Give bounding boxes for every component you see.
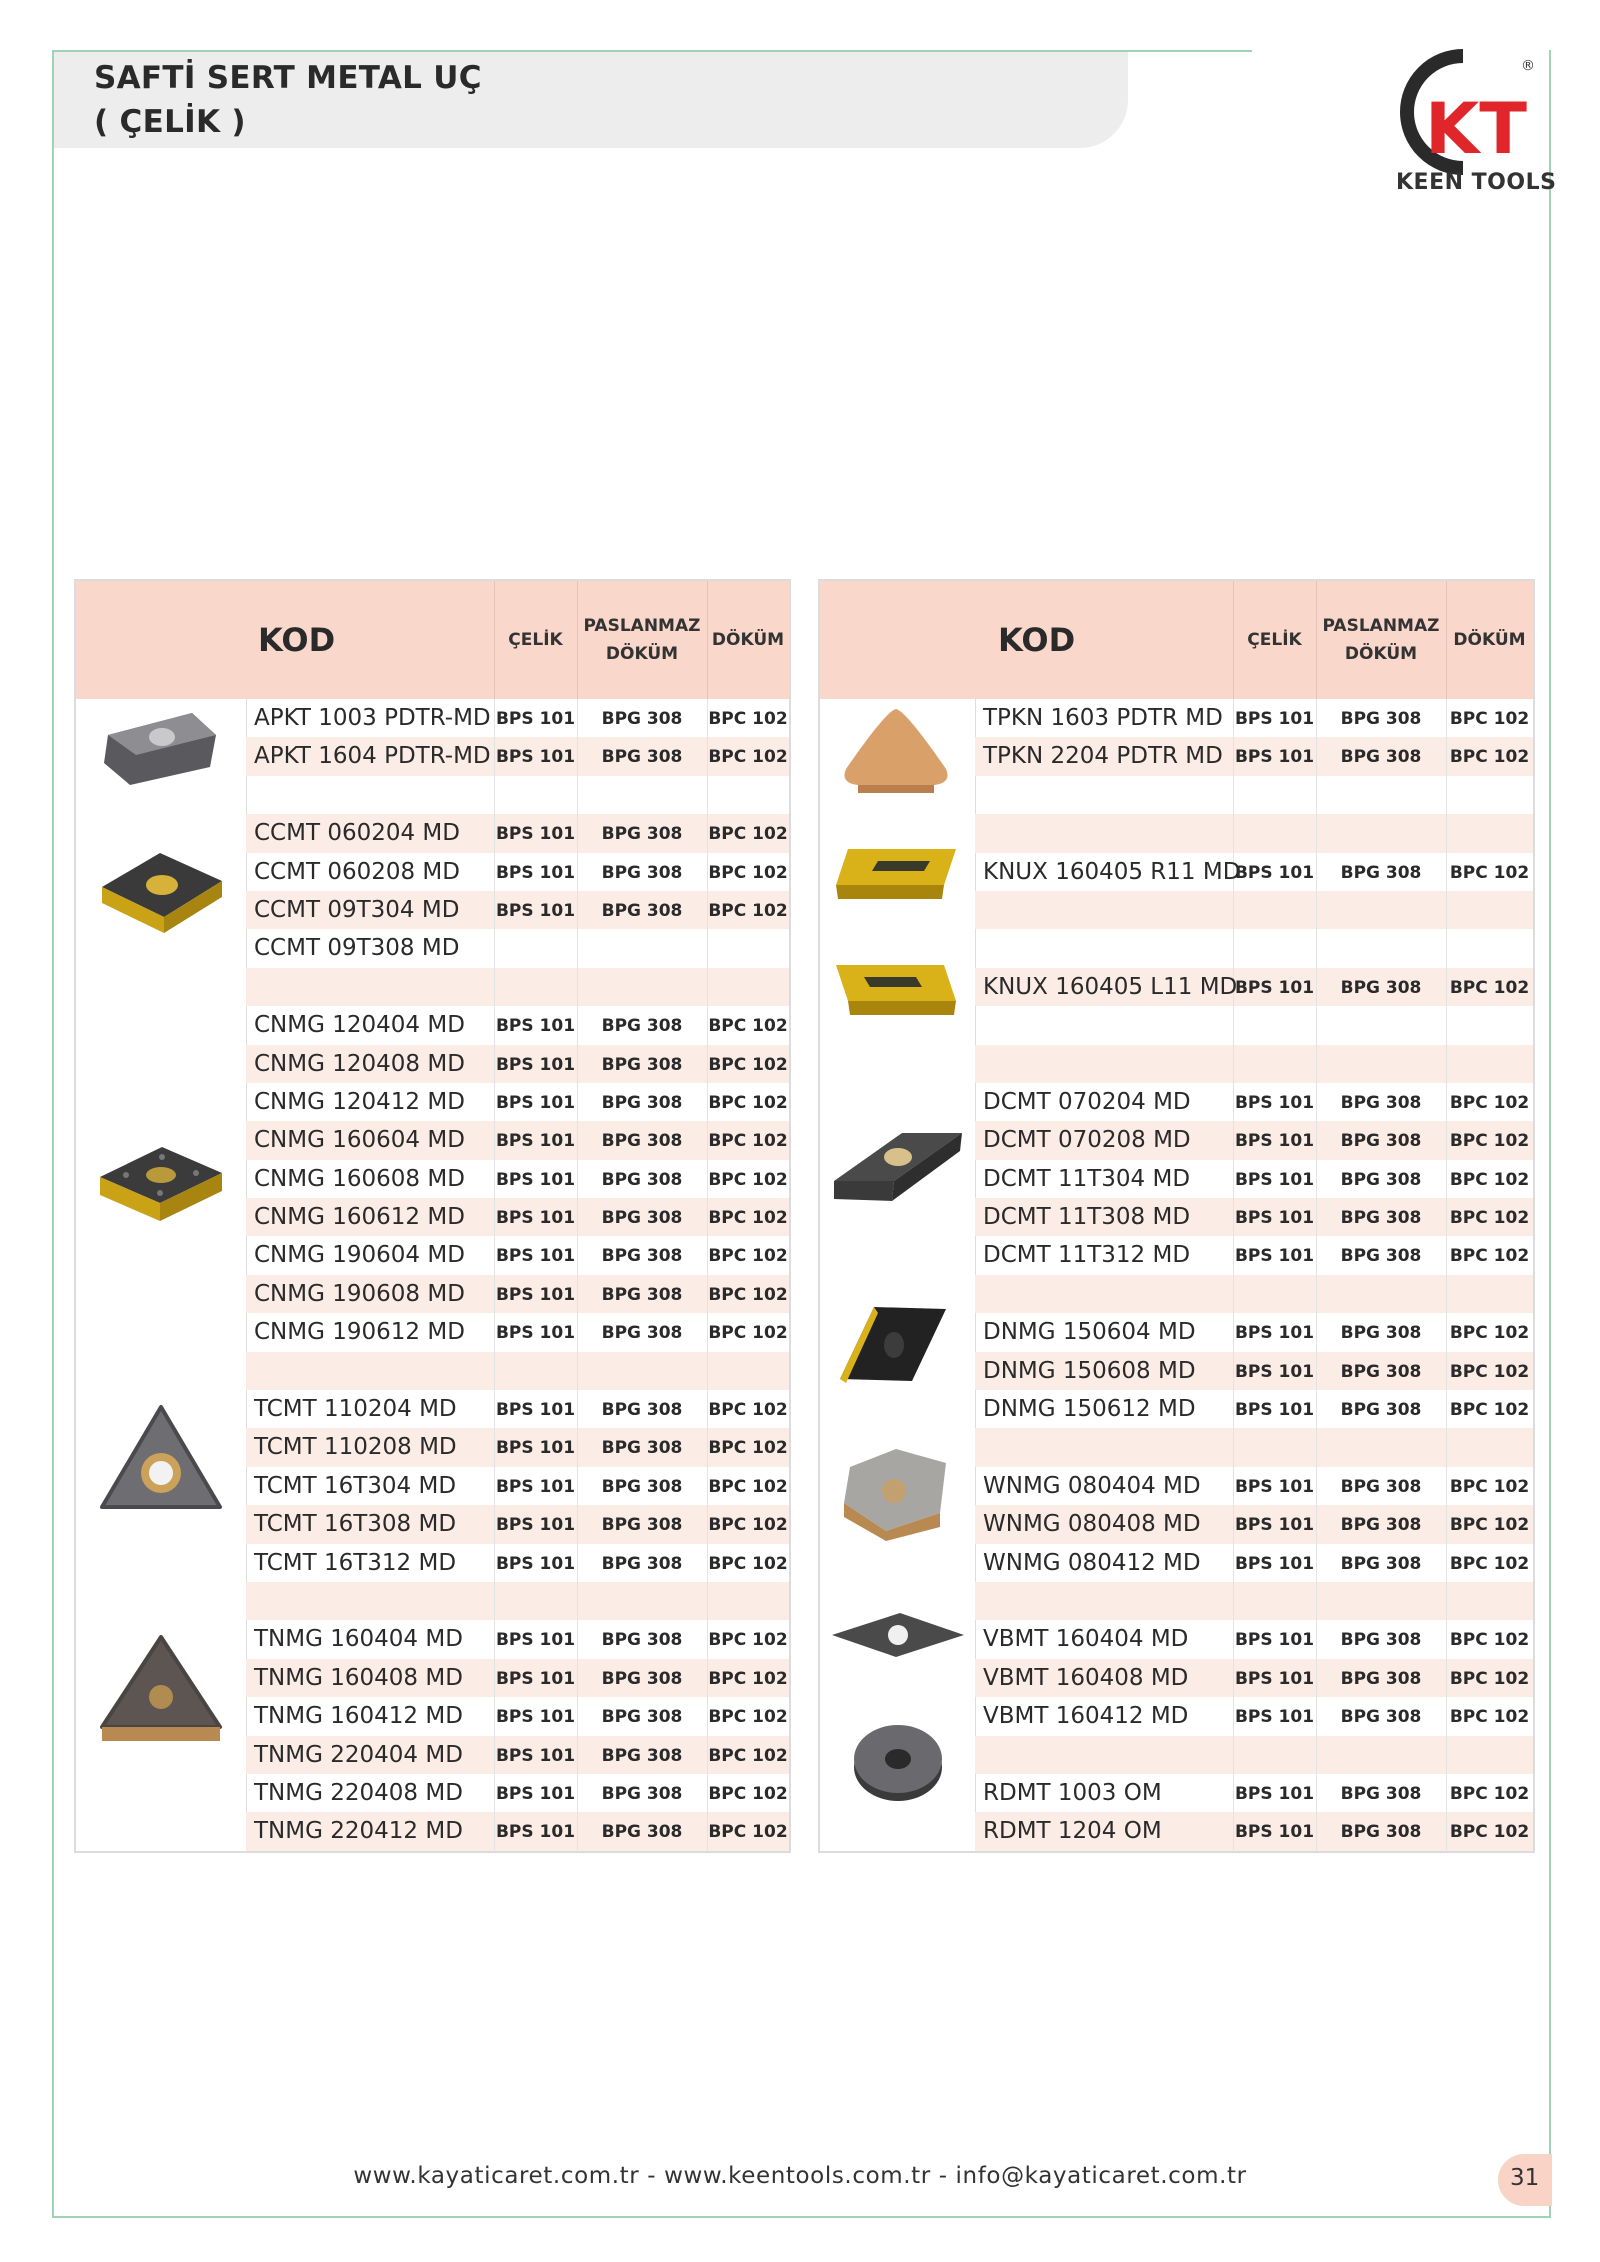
grade-paslanmaz-dokum: BPG 308: [601, 1707, 683, 1728]
cnmg-insert-icon: [96, 1139, 226, 1229]
product-code: CNMG 190612 MD: [254, 1319, 465, 1346]
grade-celik: BPS 101: [1234, 1131, 1315, 1152]
product-code: DCMT 11T304 MD: [983, 1165, 1191, 1192]
table-row: [246, 1352, 789, 1390]
vbmt-insert-icon: [830, 1605, 966, 1665]
grade-celik: BPS 101: [1234, 1246, 1315, 1267]
grade-dokum: BPC 102: [1449, 1476, 1530, 1497]
product-code: CNMG 120412 MD: [254, 1088, 465, 1115]
product-code: RDMT 1204 OM: [983, 1818, 1162, 1845]
tnmg-insert-icon: [98, 1631, 224, 1747]
grade-dokum: BPC 102: [1449, 862, 1530, 883]
product-code: TNMG 160412 MD: [254, 1703, 463, 1730]
grade-dokum: BPC 102: [708, 1515, 788, 1536]
table-row: [975, 1083, 1533, 1121]
grade-celik: BPS 101: [1234, 1361, 1315, 1382]
grade-celik: BPS 101: [1234, 1707, 1315, 1728]
grade-celik: BPS 101: [495, 1783, 576, 1804]
table-row: [975, 1697, 1533, 1735]
grade-dokum: BPC 102: [1449, 1361, 1530, 1382]
grade-dokum: BPC 102: [1449, 1169, 1530, 1190]
grade-dokum: BPC 102: [708, 1246, 788, 1267]
page-number: 31: [1510, 2165, 1540, 2191]
grade-celik: BPS 101: [1234, 1092, 1315, 1113]
grade-celik: BPS 101: [495, 1169, 576, 1190]
grade-dokum: BPC 102: [1449, 709, 1530, 729]
grade-paslanmaz-dokum: BPG 308: [1340, 1400, 1422, 1421]
grade-celik: BPS 101: [495, 1553, 576, 1574]
table-row: [246, 1544, 789, 1582]
product-code: VBMT 160412 MD: [983, 1703, 1189, 1730]
product-code: CNMG 160612 MD: [254, 1204, 465, 1231]
table-row: [975, 1352, 1533, 1390]
grade-paslanmaz-dokum: BPG 308: [601, 824, 683, 845]
table-row: [246, 891, 789, 929]
header-kod: KOD: [998, 621, 1076, 659]
product-code: WNMG 080408 MD: [983, 1511, 1201, 1538]
table-row: [975, 1275, 1533, 1313]
grade-dokum: BPC 102: [708, 1323, 788, 1344]
grade-celik: BPS 101: [495, 1284, 576, 1305]
grade-paslanmaz-dokum: BPG 308: [1340, 1553, 1422, 1574]
grade-paslanmaz-dokum: BPG 308: [601, 1016, 683, 1037]
grade-dokum: BPC 102: [1449, 1400, 1530, 1421]
grade-celik: BPS 101: [1234, 1553, 1315, 1574]
product-code: APKT 1003 PDTR-MD: [254, 705, 491, 731]
product-code: CCMT 09T308 MD: [254, 935, 460, 962]
grade-celik: BPS 101: [1234, 1630, 1315, 1651]
grade-paslanmaz-dokum: BPG 308: [1340, 1630, 1422, 1651]
product-code: CNMG 190604 MD: [254, 1242, 465, 1269]
product-code: TPKN 2204 PDTR MD: [983, 743, 1223, 770]
brand-name: KEEN TOOLS: [1396, 170, 1557, 195]
product-code: DCMT 070208 MD: [983, 1127, 1191, 1154]
grade-paslanmaz-dokum: BPG 308: [1340, 1822, 1422, 1843]
table-row: [246, 1620, 789, 1658]
registered-mark: ®: [1521, 58, 1535, 74]
grade-paslanmaz-dokum: BPG 308: [601, 1553, 683, 1574]
product-code: DCMT 11T308 MD: [983, 1204, 1191, 1231]
table-row: [246, 1428, 789, 1466]
product-code: WNMG 080404 MD: [983, 1472, 1201, 1499]
grade-dokum: BPC 102: [1449, 1092, 1530, 1113]
product-code: TCMT 16T312 MD: [254, 1549, 457, 1576]
grade-paslanmaz-dokum: BPG 308: [1340, 862, 1422, 883]
grade-celik: BPS 101: [495, 1054, 576, 1075]
grade-celik: BPS 101: [1234, 1323, 1315, 1344]
product-code: KNUX 160405 L11 MD: [983, 973, 1238, 1000]
table-row: [975, 1544, 1533, 1582]
right-table-body: [975, 699, 1533, 1851]
grade-dokum: BPC 102: [708, 1092, 788, 1113]
page-subtitle: ( ÇELİK ): [94, 104, 246, 140]
product-code: CCMT 060204 MD: [254, 820, 460, 847]
header-paslanmaz-line2: DÖKÜM: [605, 644, 679, 664]
product-code: APKT 1604 PDTR-MD: [254, 743, 491, 770]
grade-dokum: BPC 102: [708, 1476, 788, 1497]
product-code: TNMG 220412 MD: [254, 1818, 463, 1845]
table-row: [975, 1006, 1533, 1044]
product-code: CNMG 120408 MD: [254, 1050, 465, 1077]
table-row: [246, 1160, 789, 1198]
grade-celik: BPS 101: [495, 709, 576, 729]
product-code: TNMG 160404 MD: [254, 1626, 463, 1653]
grade-paslanmaz-dokum: BPG 308: [1340, 1515, 1422, 1536]
table-row: [975, 1505, 1533, 1543]
frame-left: [52, 50, 54, 2218]
table-row: [975, 1198, 1533, 1236]
grade-celik: BPS 101: [495, 1208, 576, 1229]
grade-dokum: BPC 102: [708, 1745, 788, 1766]
product-code: CNMG 160608 MD: [254, 1165, 465, 1192]
table-row: [975, 776, 1533, 814]
grade-dokum: BPC 102: [1449, 1822, 1530, 1843]
table-row: [246, 776, 789, 814]
table-row: [975, 891, 1533, 929]
grade-celik: BPS 101: [495, 1246, 576, 1267]
grade-dokum: BPC 102: [708, 1630, 788, 1651]
table-row: [975, 1390, 1533, 1428]
header-paslanmaz-line2: DÖKÜM: [1344, 644, 1418, 664]
grade-celik: BPS 101: [495, 1131, 576, 1152]
grade-dokum: BPC 102: [1449, 1515, 1530, 1536]
table-row: [246, 1006, 789, 1044]
grade-paslanmaz-dokum: BPG 308: [601, 1668, 683, 1689]
product-code: TPKN 1603 PDTR MD: [983, 705, 1223, 731]
frame-right: [1549, 50, 1551, 2218]
table-row: [246, 1236, 789, 1274]
table-row: [246, 1812, 789, 1850]
grade-dokum: BPC 102: [1449, 1630, 1530, 1651]
grade-celik: BPS 101: [495, 1630, 576, 1651]
grade-celik: BPS 101: [1234, 709, 1315, 729]
grade-dokum: BPC 102: [1449, 1783, 1530, 1804]
table-row: [975, 1313, 1533, 1351]
grade-dokum: BPC 102: [1449, 1668, 1530, 1689]
product-code: TCMT 16T308 MD: [254, 1511, 457, 1538]
grade-dokum: BPC 102: [708, 900, 788, 921]
grade-celik: BPS 101: [1234, 1400, 1315, 1421]
product-code: VBMT 160408 MD: [983, 1664, 1189, 1691]
grade-paslanmaz-dokum: BPG 308: [1340, 1092, 1422, 1113]
grade-dokum: BPC 102: [708, 1054, 788, 1075]
grade-dokum: BPC 102: [708, 1400, 788, 1421]
table-row: [246, 1198, 789, 1236]
grade-paslanmaz-dokum: BPG 308: [601, 1054, 683, 1075]
table-row: [246, 1467, 789, 1505]
grade-dokum: BPC 102: [708, 1783, 788, 1804]
product-code: RDMT 1003 OM: [983, 1779, 1162, 1806]
table-row: [246, 1582, 789, 1620]
table-row: [246, 1045, 789, 1083]
table-row: [975, 1620, 1533, 1658]
table-row: [246, 1697, 789, 1735]
grade-celik: BPS 101: [495, 1707, 576, 1728]
tcmt-insert-icon: [98, 1401, 224, 1517]
rdmt-insert-icon: [848, 1717, 948, 1807]
table-row: [246, 1659, 789, 1697]
grade-dokum: BPC 102: [708, 747, 788, 768]
apkt-insert-icon: [100, 705, 220, 789]
grade-celik: BPS 101: [1234, 1169, 1315, 1190]
grade-paslanmaz-dokum: BPG 308: [601, 1284, 683, 1305]
grade-celik: BPS 101: [495, 1016, 576, 1037]
table-row: [975, 1659, 1533, 1697]
grade-dokum: BPC 102: [708, 1131, 788, 1152]
header-celik: ÇELİK: [508, 630, 563, 650]
table-row: [246, 814, 789, 852]
table-row: [975, 929, 1533, 967]
dcmt-insert-icon: [830, 1125, 966, 1209]
left-table-body: [246, 699, 789, 1851]
grade-paslanmaz-dokum: BPG 308: [1340, 747, 1422, 768]
table-row: [246, 1774, 789, 1812]
product-code: DCMT 11T312 MD: [983, 1242, 1191, 1269]
grade-dokum: BPC 102: [708, 1553, 788, 1574]
table-row: [975, 1774, 1533, 1812]
product-code: DNMG 150612 MD: [983, 1396, 1196, 1423]
grade-celik: BPS 101: [1234, 977, 1315, 998]
product-code: VBMT 160404 MD: [983, 1626, 1189, 1653]
product-code: WNMG 080412 MD: [983, 1549, 1201, 1576]
table-row: [246, 968, 789, 1006]
grade-dokum: BPC 102: [708, 862, 788, 883]
grade-paslanmaz-dokum: BPG 308: [601, 1515, 683, 1536]
grade-celik: BPS 101: [495, 747, 576, 768]
product-code: TNMG 220404 MD: [254, 1741, 463, 1768]
grade-dokum: BPC 102: [1449, 1553, 1530, 1574]
grade-paslanmaz-dokum: BPG 308: [601, 1208, 683, 1229]
table-row: [246, 1121, 789, 1159]
table-row: [975, 1812, 1533, 1850]
grade-paslanmaz-dokum: BPG 308: [1340, 1323, 1422, 1344]
right-table: [818, 579, 1535, 1853]
grade-celik: BPS 101: [1234, 747, 1315, 768]
table-row: [975, 968, 1533, 1006]
frame-bottom: [52, 2216, 1551, 2218]
grade-paslanmaz-dokum: BPG 308: [1340, 1169, 1422, 1190]
table-row: [975, 1121, 1533, 1159]
logo-letters: KT: [1425, 88, 1527, 170]
grade-paslanmaz-dokum: BPG 308: [601, 1476, 683, 1497]
table-row: [975, 737, 1533, 775]
grade-paslanmaz-dokum: BPG 308: [601, 1400, 683, 1421]
wnmg-insert-icon: [836, 1443, 954, 1543]
grade-paslanmaz-dokum: BPG 308: [601, 1438, 683, 1459]
table-row: [975, 814, 1533, 852]
header-dokum: DÖKÜM: [1453, 630, 1526, 650]
grade-celik: BPS 101: [495, 1822, 576, 1843]
grade-celik: BPS 101: [495, 1745, 576, 1766]
grade-paslanmaz-dokum: BPG 308: [601, 747, 683, 768]
ccmt-insert-icon: [98, 845, 226, 941]
table-row: [246, 1505, 789, 1543]
header-paslanmaz: [577, 581, 707, 699]
footer-contact: www.kayaticaret.com.tr - www.keentools.com.tr - info@kayaticaret.com.tr: [353, 2163, 1247, 2189]
grade-paslanmaz-dokum: BPG 308: [601, 1783, 683, 1804]
dnmg-insert-icon: [834, 1299, 954, 1389]
left-table: [74, 579, 791, 1853]
grade-dokum: BPC 102: [708, 1016, 788, 1037]
grade-dokum: BPC 102: [708, 824, 788, 845]
grade-paslanmaz-dokum: BPG 308: [601, 1323, 683, 1344]
grade-celik: BPS 101: [1234, 1783, 1315, 1804]
grade-celik: BPS 101: [495, 900, 576, 921]
header-kod: KOD: [258, 621, 336, 659]
grade-dokum: BPC 102: [708, 709, 788, 729]
header-dokum: DÖKÜM: [711, 630, 785, 650]
grade-dokum: BPC 102: [708, 1438, 788, 1459]
table-row: [975, 1236, 1533, 1274]
grade-paslanmaz-dokum: BPG 308: [1340, 1208, 1422, 1229]
header-paslanmaz: [1316, 581, 1446, 699]
grade-paslanmaz-dokum: BPG 308: [1340, 1246, 1422, 1267]
grade-dokum: BPC 102: [1449, 747, 1530, 768]
grade-paslanmaz-dokum: BPG 308: [1340, 1783, 1422, 1804]
grade-celik: BPS 101: [495, 862, 576, 883]
grade-dokum: BPC 102: [708, 1822, 788, 1843]
grade-dokum: BPC 102: [708, 1208, 788, 1229]
grade-paslanmaz-dokum: BPG 308: [601, 900, 683, 921]
table-row: [975, 1045, 1533, 1083]
product-code: TNMG 160408 MD: [254, 1664, 463, 1691]
grade-paslanmaz-dokum: BPG 308: [1340, 1131, 1422, 1152]
grade-dokum: BPC 102: [708, 1707, 788, 1728]
grade-dokum: BPC 102: [708, 1668, 788, 1689]
table-row: [975, 853, 1533, 891]
grade-paslanmaz-dokum: BPG 308: [1340, 1707, 1422, 1728]
product-code: TCMT 16T304 MD: [254, 1472, 457, 1499]
grade-celik: BPS 101: [495, 1323, 576, 1344]
product-code: CCMT 09T304 MD: [254, 896, 460, 923]
table-row: [246, 1390, 789, 1428]
grade-celik: BPS 101: [1234, 1208, 1315, 1229]
table-row: [975, 1160, 1533, 1198]
grade-dokum: BPC 102: [1449, 1246, 1530, 1267]
grade-paslanmaz-dokum: BPG 308: [601, 709, 683, 729]
grade-celik: BPS 101: [495, 1476, 576, 1497]
grade-paslanmaz-dokum: BPG 308: [601, 862, 683, 883]
table-row: [246, 1313, 789, 1351]
grade-celik: BPS 101: [495, 1668, 576, 1689]
product-code: DCMT 070204 MD: [983, 1088, 1191, 1115]
product-code: CNMG 190608 MD: [254, 1280, 465, 1307]
table-row: [246, 853, 789, 891]
grade-dokum: BPC 102: [1449, 1323, 1530, 1344]
header-paslanmaz-line1: PASLANMAZ: [1322, 616, 1440, 636]
product-code: DNMG 150604 MD: [983, 1319, 1196, 1346]
grade-paslanmaz-dokum: BPG 308: [601, 1131, 683, 1152]
right-image-column: [820, 699, 976, 1851]
grade-paslanmaz-dokum: BPG 308: [601, 1630, 683, 1651]
grade-paslanmaz-dokum: BPG 308: [601, 1822, 683, 1843]
product-code: CNMG 160604 MD: [254, 1127, 465, 1154]
grade-celik: BPS 101: [1234, 1668, 1315, 1689]
grade-celik: BPS 101: [1234, 862, 1315, 883]
knux-l11-insert-icon: [834, 955, 960, 1025]
product-code: DNMG 150608 MD: [983, 1357, 1196, 1384]
grade-dokum: BPC 102: [708, 1169, 788, 1190]
product-code: TCMT 110208 MD: [254, 1434, 457, 1461]
right-table-header: [820, 581, 1533, 699]
product-code: KNUX 160405 R11 MD: [983, 858, 1241, 885]
grade-celik: BPS 101: [495, 1400, 576, 1421]
product-code: CNMG 120404 MD: [254, 1012, 465, 1039]
grade-dokum: BPC 102: [1449, 1208, 1530, 1229]
table-row: [246, 1736, 789, 1774]
grade-celik: BPS 101: [495, 1515, 576, 1536]
grade-dokum: BPC 102: [708, 1284, 788, 1305]
grade-paslanmaz-dokum: BPG 308: [1340, 1476, 1422, 1497]
page-title: SAFTİ SERT METAL UÇ: [94, 60, 482, 96]
grade-celik: BPS 101: [1234, 1476, 1315, 1497]
knux-r11-insert-icon: [834, 839, 960, 909]
grade-paslanmaz-dokum: BPG 308: [601, 1246, 683, 1267]
table-row: [246, 737, 789, 775]
grade-paslanmaz-dokum: BPG 308: [1340, 1361, 1422, 1382]
header-paslanmaz-line1: PASLANMAZ: [583, 616, 701, 636]
table-row: [246, 1083, 789, 1121]
grade-paslanmaz-dokum: BPG 308: [1340, 709, 1422, 729]
table-row: [246, 699, 789, 737]
grade-paslanmaz-dokum: BPG 308: [601, 1092, 683, 1113]
product-code: CCMT 060208 MD: [254, 858, 460, 885]
grade-celik: BPS 101: [1234, 1822, 1315, 1843]
grade-paslanmaz-dokum: BPG 308: [601, 1745, 683, 1766]
table-row: [246, 929, 789, 967]
grade-paslanmaz-dokum: BPG 308: [1340, 977, 1422, 998]
grade-celik: BPS 101: [495, 1438, 576, 1459]
grade-dokum: BPC 102: [1449, 977, 1530, 998]
tpkn-insert-icon: [834, 703, 958, 799]
grade-dokum: BPC 102: [1449, 1707, 1530, 1728]
product-code: TNMG 220408 MD: [254, 1779, 463, 1806]
header-celik: ÇELİK: [1247, 630, 1302, 650]
grade-dokum: BPC 102: [1449, 1131, 1530, 1152]
grade-paslanmaz-dokum: BPG 308: [1340, 1668, 1422, 1689]
left-table-header: [76, 581, 789, 699]
grade-celik: BPS 101: [495, 824, 576, 845]
grade-celik: BPS 101: [1234, 1515, 1315, 1536]
grade-celik: BPS 101: [495, 1092, 576, 1113]
table-row: [975, 1467, 1533, 1505]
table-row: [246, 1275, 789, 1313]
table-row: [975, 1428, 1533, 1466]
table-row: [975, 1736, 1533, 1774]
product-code: TCMT 110204 MD: [254, 1396, 457, 1423]
left-image-column: [76, 699, 247, 1851]
table-row: [975, 1582, 1533, 1620]
table-row: [975, 699, 1533, 737]
grade-paslanmaz-dokum: BPG 308: [601, 1169, 683, 1190]
